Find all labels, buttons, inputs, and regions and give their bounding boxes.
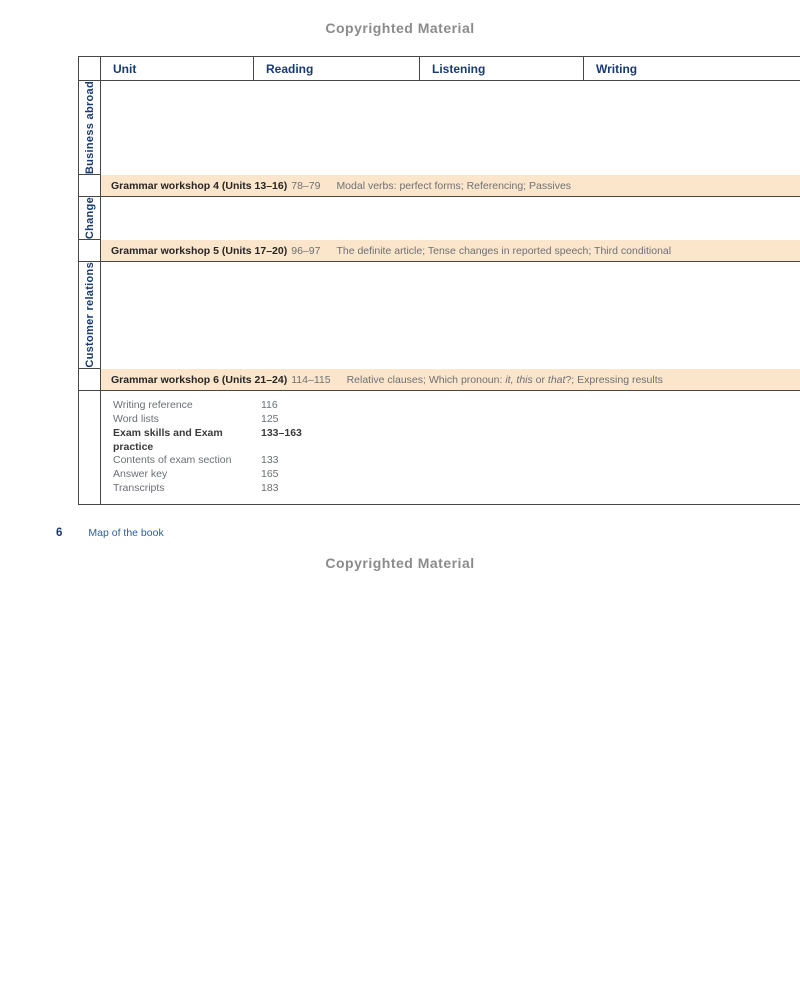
reference-page: 133 (261, 454, 279, 467)
references-sidebar-cell (79, 391, 101, 505)
header-reading: Reading (254, 57, 420, 81)
grammar-workshop-topics (347, 374, 663, 386)
reference-label: Word lists (113, 412, 159, 425)
topic-segment: The definite article; Tense changes in reported speech; Third conditional (336, 245, 672, 258)
reference-row (113, 399, 790, 413)
grammar-workshop-row (79, 175, 800, 197)
references-list (101, 391, 800, 505)
reference-row (113, 468, 790, 482)
reference-page: 116 (261, 398, 278, 411)
grammar-workshop-title: Grammar workshop 4 (Units 13–16) (111, 180, 288, 193)
copyright-notice-top: Copyrighted Material (325, 20, 475, 36)
reference-row (113, 413, 790, 427)
grammar-workshop-row (79, 240, 800, 262)
reference-label: Contents of exam section (113, 454, 232, 467)
header-unit: Unit (101, 57, 254, 81)
map-of-book-table (78, 56, 800, 505)
topic-segment: Modal verbs: perfect forms; Referencing; Passives (336, 180, 572, 193)
grammar-workshop-band (101, 240, 800, 262)
grammar-workshop-band (101, 175, 800, 197)
reference-label: Transcripts (113, 482, 165, 495)
reference-page: 125 (261, 412, 279, 425)
category-label: Business abroad (83, 81, 96, 175)
reference-label: Exam skills and Exam practice (113, 426, 223, 453)
header-writing: Writing (584, 57, 800, 81)
reference-page: 133–163 (261, 426, 302, 439)
reference-row (113, 427, 790, 455)
unit-section (79, 262, 800, 369)
category-cell (79, 197, 101, 240)
grammar-workshop-title: Grammar workshop 5 (Units 17–20) (111, 245, 288, 258)
references-box (79, 391, 800, 505)
reference-page: 183 (261, 482, 279, 495)
reference-row (113, 482, 790, 496)
category-cell (79, 262, 101, 369)
page-number: 6 (56, 526, 63, 539)
header-listening: Listening (420, 57, 584, 81)
grammar-sidebar-cell (79, 240, 101, 262)
header-corner-cell (79, 57, 101, 81)
grammar-sidebar-cell (79, 175, 101, 197)
category-cell (79, 81, 101, 175)
grammar-workshop-topics (336, 180, 571, 192)
table-header-row (79, 57, 800, 81)
grammar-workshop-band (101, 369, 800, 391)
footer-title: Map of the book (88, 526, 164, 539)
grammar-workshop-pages: 78–79 (291, 180, 321, 193)
topic-segment: ?; Expressing results (565, 373, 663, 386)
table-sections (79, 81, 800, 391)
category-label: Customer relations (83, 262, 96, 368)
reference-label: Writing reference (113, 398, 193, 411)
page-footer (56, 527, 800, 539)
grammar-sidebar-cell (79, 369, 101, 391)
grammar-workshop-pages: 114–115 (291, 373, 331, 386)
reference-label: Answer key (113, 468, 168, 481)
reference-page: 165 (261, 468, 279, 481)
grammar-workshop-row (79, 369, 800, 391)
category-label: Change (83, 197, 96, 240)
reference-row (113, 454, 790, 468)
grammar-workshop-title: Grammar workshop 6 (Units 21–24) (111, 373, 288, 386)
copyright-notice-bottom: Copyrighted Material (325, 554, 475, 571)
unit-section (79, 81, 800, 175)
grammar-workshop-pages: 96–97 (291, 245, 321, 258)
topic-segment: it, this (505, 373, 533, 386)
topic-segment: Relative clauses; Which pronoun: (346, 373, 506, 386)
topic-segment: or (532, 373, 548, 386)
unit-section (79, 197, 800, 240)
topic-segment: that (547, 373, 566, 386)
grammar-workshop-topics (336, 245, 671, 257)
